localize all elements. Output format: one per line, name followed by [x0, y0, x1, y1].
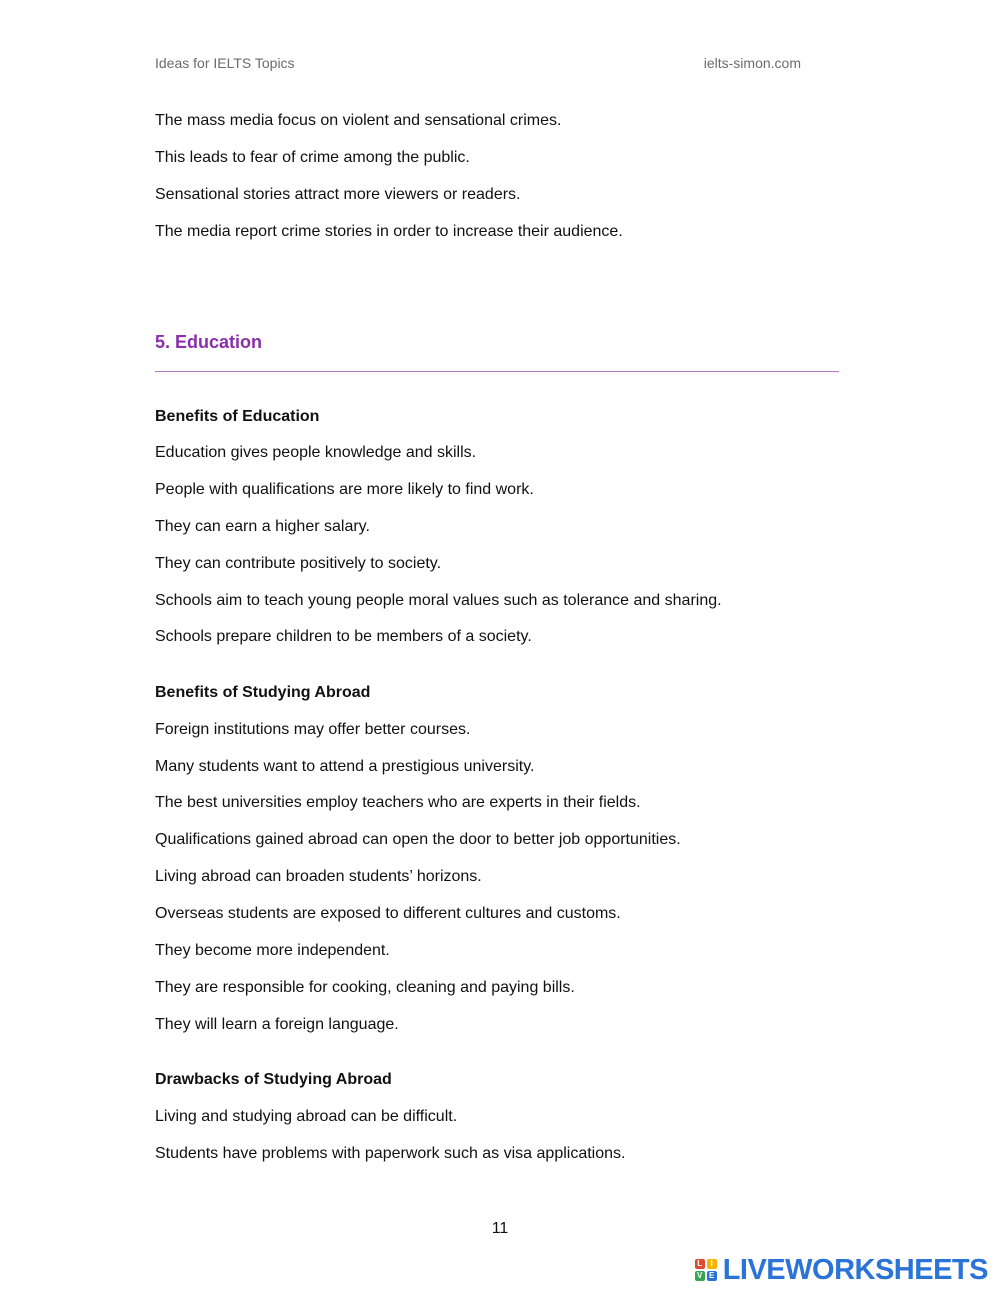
logo-letter: E — [707, 1271, 717, 1281]
text-line: Sensational stories attract more viewers or readers. — [155, 186, 521, 203]
subheading-drawbacks-abroad: Drawbacks of Studying Abroad — [155, 1071, 392, 1088]
logo-letter: V — [695, 1271, 705, 1281]
logo-text: LIVEWORKSHEETS — [722, 1253, 988, 1286]
text-line: Students have problems with paperwork such as visa applications. — [155, 1145, 626, 1162]
text-line: The media report crime stories in order to increase their audience. — [155, 223, 623, 240]
text-line: Overseas students are exposed to different cultures and customs. — [155, 905, 621, 922]
page-number: 11 — [491, 1220, 509, 1237]
text-line: Schools aim to teach young people moral values such as tolerance and sharing. — [155, 592, 722, 609]
liveworksheets-logo[interactable] — [695, 1254, 988, 1286]
text-line: People with qualifications are more likely to find work. — [155, 481, 534, 498]
subheading-benefits-abroad: Benefits of Studying Abroad — [155, 684, 371, 701]
text-line: Schools prepare children to be members of a society. — [155, 628, 532, 645]
logo-letter: I — [707, 1259, 717, 1269]
text-line: Living and studying abroad can be difficult. — [155, 1108, 458, 1125]
section-title: 5. Education — [155, 332, 263, 352]
text-line: The best universities employ teachers who are experts in their fields. — [155, 794, 641, 811]
text-line: This leads to fear of crime among the public. — [155, 149, 470, 166]
section-divider — [155, 371, 839, 372]
text-line: They are responsible for cooking, cleaning and paying bills. — [155, 979, 575, 996]
text-line: They can earn a higher salary. — [155, 518, 370, 535]
header-right: ielts-simon.com — [703, 55, 801, 71]
header-left: Ideas for IELTS Topics — [155, 55, 295, 71]
text-line: Many students want to attend a prestigious university. — [155, 758, 535, 775]
logo-grid-icon — [695, 1259, 717, 1281]
logo-letter: L — [695, 1259, 705, 1269]
text-line: The mass media focus on violent and sensational crimes. — [155, 112, 562, 129]
text-line: Education gives people knowledge and skills. — [155, 444, 477, 461]
text-line: Qualifications gained abroad can open the door to better job opportunities. — [155, 831, 681, 848]
text-line: Foreign institutions may offer better courses. — [155, 721, 471, 738]
text-line: They can contribute positively to society. — [155, 555, 442, 572]
text-line: They will learn a foreign language. — [155, 1016, 399, 1033]
text-line: They become more independent. — [155, 942, 390, 959]
subheading-benefits-education: Benefits of Education — [155, 408, 320, 425]
text-line: Living abroad can broaden students’ horizons. — [155, 868, 482, 885]
